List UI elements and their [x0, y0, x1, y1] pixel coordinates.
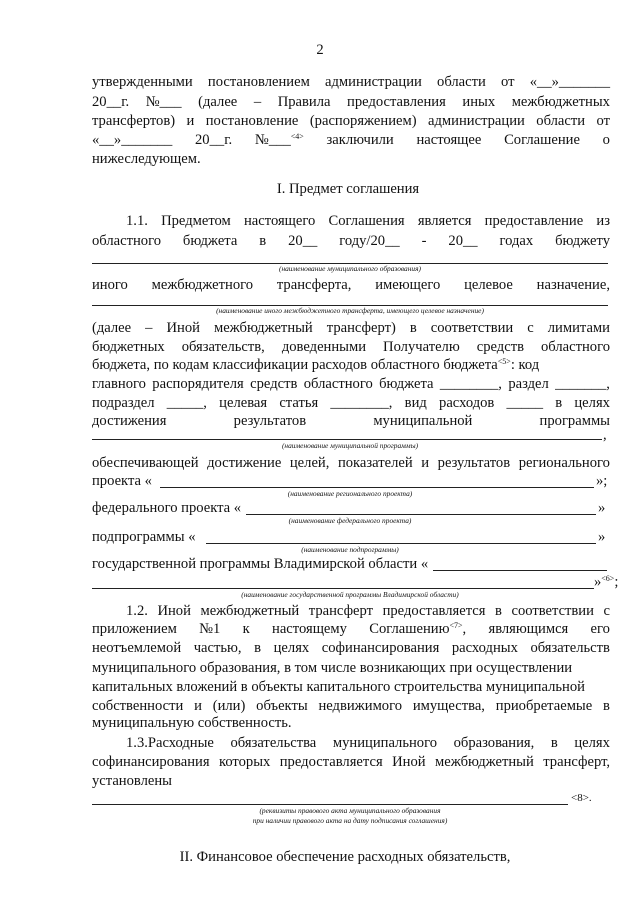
word: области [437, 74, 486, 90]
word: межбюджетного [151, 277, 254, 293]
intro-line-4: «__»_______ 20__г. №___$^{<4>}$ заключили настоящее Соглашение о [92, 132, 610, 148]
word: 20__ [288, 233, 318, 249]
word: (распоряжением) [309, 113, 417, 129]
word: трансферт [308, 603, 374, 619]
word: достижения [92, 413, 167, 429]
word: - [421, 233, 427, 249]
word: межбюджетный [200, 603, 300, 619]
word: показателей [337, 455, 413, 471]
clause-1-3-line-3: установлены [92, 773, 172, 789]
subprogram-label: подпрограммы « [92, 529, 196, 545]
caption-legal-act-1: (реквизиты правового акта муниципального образования [259, 806, 441, 815]
clause-1-1-line-1 [126, 213, 610, 230]
word: областного [541, 339, 610, 355]
caption-state-program: (наименование государственной программы Владимирской области) [241, 590, 459, 599]
quote-end: »$^{<6>}$; [594, 574, 619, 590]
word: году/20__ [339, 233, 400, 249]
blank-line [206, 543, 596, 544]
word: является [417, 213, 472, 229]
word: с [527, 320, 534, 336]
word: межбюджетный [213, 320, 313, 336]
word: целях [273, 640, 310, 656]
word: имеющего [375, 277, 441, 293]
word: Иной [392, 754, 426, 770]
word: межбюджетных [511, 94, 610, 110]
regional-project-label: проекта « [92, 473, 152, 489]
intro-line-1 [92, 74, 610, 91]
word: Предметом [161, 213, 231, 229]
clause-1-1-line-7 [92, 376, 610, 393]
caption-regional-project: (наименование регионального проекта) [287, 489, 413, 498]
word: от [596, 113, 610, 129]
comma: , [603, 427, 607, 443]
word: в [409, 320, 417, 336]
caption-subprogram: (наименование подпрограммы) [301, 545, 399, 554]
word: бюджета [379, 376, 434, 392]
word: целях [574, 735, 610, 751]
word: обязательств, [181, 339, 265, 355]
word: образования, [453, 735, 535, 751]
word: в [495, 603, 502, 619]
word: №___ [145, 94, 182, 110]
word: средств [476, 339, 524, 355]
word: администрации [325, 74, 422, 90]
word: 20__ [448, 233, 478, 249]
word: (далее [92, 320, 132, 336]
word: главного [92, 376, 146, 392]
word: неотъемлемой [92, 640, 182, 656]
blank-line [246, 514, 596, 515]
word: имущества, [412, 698, 485, 714]
date-blank: «__»_______ [92, 132, 173, 148]
state-program-label: государственной программы Владимирской области « [92, 556, 429, 572]
clause-1-2-line-4: муниципального образования, в том числе возникающих при осуществлении [92, 660, 573, 676]
quote-end: »; [596, 473, 608, 489]
word: раздел [508, 376, 549, 392]
word: целей, [289, 455, 330, 471]
word: распорядителя [152, 376, 244, 392]
word: (или) [212, 698, 246, 714]
word: доведенными [281, 339, 367, 355]
footnote-ref-7: <7> [449, 621, 463, 630]
word: областного [303, 376, 373, 392]
word: бюджетных [92, 339, 165, 355]
word: обязательств [530, 640, 610, 656]
word: объекты [256, 698, 308, 714]
clause-1-1-line-11 [92, 455, 610, 472]
word: трансферт) [326, 320, 396, 336]
footnote-ref-4: <4> [290, 132, 304, 141]
caption-municipal-program: (наименование муниципальной программы) [281, 441, 419, 450]
federal-project-label: федерального проекта « [92, 500, 242, 516]
word: результатов [233, 413, 307, 429]
word: трансферт, [543, 754, 610, 770]
blank-line [92, 439, 602, 440]
blank-line [92, 588, 594, 589]
word: иного [92, 277, 128, 293]
word: (далее [198, 94, 238, 110]
clause-1-1-line-8 [92, 395, 610, 412]
word: в [550, 735, 558, 751]
word: трансфертов) [92, 113, 176, 129]
word: и [421, 455, 430, 471]
word: предоставляется [279, 754, 383, 770]
section-1-title: I. Предмет соглашения [276, 181, 420, 197]
word: Иной [166, 320, 200, 336]
word: предоставление [484, 213, 584, 229]
word: средств [250, 376, 298, 392]
word: Иной [157, 603, 191, 619]
word: в [259, 233, 267, 249]
word: из [596, 213, 610, 229]
number-blank: №___$^{<4>}$ [254, 132, 304, 148]
word: _____, [166, 395, 207, 411]
word: и [194, 698, 202, 714]
word: предоставления [347, 94, 446, 110]
word: лимитами [547, 320, 610, 336]
word: Правила [277, 94, 331, 110]
word: областного [92, 233, 161, 249]
word: муниципального [332, 735, 438, 751]
word: – [145, 320, 153, 336]
clause-1-2-line-1 [126, 603, 610, 620]
word: софинансирования [92, 754, 210, 770]
word: с [603, 603, 610, 619]
word: муниципальной [373, 413, 473, 429]
word: в [254, 640, 262, 656]
year-blank: 20__г. [195, 132, 233, 148]
word: 1.1. [126, 213, 148, 229]
footnote-ref-8: <8>. [571, 792, 592, 804]
word: ________, [330, 395, 393, 411]
blank-line [92, 804, 568, 805]
footnote-ref-5: <5> [497, 357, 511, 366]
section-2-title: II. Финансовое обеспечение расходных обязательств, [179, 849, 511, 865]
blank-line [160, 487, 594, 488]
word: и [186, 113, 195, 129]
word: Соглашения [328, 213, 405, 229]
word: 1.2. [126, 603, 148, 619]
word: расходных [451, 640, 518, 656]
word: назначение, [536, 277, 610, 293]
word: от [501, 74, 515, 90]
quote-end: » [598, 500, 606, 516]
clause-1-1-line-9 [92, 413, 610, 430]
word: _____ [506, 395, 544, 411]
word: предоставляется [382, 603, 486, 619]
word: – [253, 94, 262, 110]
clause-1-3-line-1 [126, 735, 610, 752]
word: утвержденными [92, 74, 193, 90]
word: в [555, 395, 563, 411]
clause-1-3-line-2 [92, 754, 610, 771]
clause-1-2-line-6 [92, 698, 610, 715]
word: целях [574, 395, 610, 411]
intro-line-5: нижеследующем. [92, 151, 201, 167]
word: соответствии [430, 320, 514, 336]
word: программы [539, 413, 610, 429]
caption-municipality: (наименование муниципального образования) [278, 264, 422, 273]
word: годах [499, 233, 534, 249]
word: бюджету [555, 233, 610, 249]
word: настоящего [244, 213, 316, 229]
word: постановлением [207, 74, 310, 90]
clause-1-1-line-2 [92, 233, 610, 250]
clause-1-2-line-3 [92, 640, 610, 657]
clause-1-1-line-3 [92, 277, 610, 294]
word: администрации [428, 113, 525, 129]
clause-1-2-line-5: капитальных вложений в объекты капитального строительства муниципальной [92, 679, 585, 695]
word: софинансирования [321, 640, 440, 656]
caption-transfer-name: (наименование иного межбюджетного трансферта, имеющего целевое назначение) [216, 306, 484, 315]
caption-federal-project: (наименование федерального проекта) [288, 516, 412, 525]
word: подраздел [92, 395, 155, 411]
word: расходов [439, 395, 495, 411]
clause-1-1-line-5 [92, 339, 610, 356]
caption-legal-act-2: при наличии правового акта на дату подписания соглашения) [252, 816, 448, 825]
word: обеспечивающей [92, 455, 199, 471]
word: частью, [193, 640, 242, 656]
word: бюджета [182, 233, 238, 249]
word: вид [404, 395, 427, 411]
word: межбюджетный [435, 754, 534, 770]
intro-line-3 [92, 113, 610, 130]
word: соответствии [511, 603, 594, 619]
word: приобретаемые [495, 698, 593, 714]
page-number: 2 [316, 42, 324, 58]
quote-end: » [598, 529, 606, 545]
word: в [603, 698, 610, 714]
word: достижение [207, 455, 282, 471]
word: собственности [92, 698, 184, 714]
word: иных [462, 94, 496, 110]
word: постановление [205, 113, 299, 129]
footnote-ref-6: <6> [601, 574, 615, 583]
word: целевое [464, 277, 513, 293]
word: трансферта, [276, 277, 352, 293]
word: 20__г. [92, 94, 130, 110]
word: статья [279, 395, 319, 411]
word: области [536, 113, 586, 129]
word: целевая [219, 395, 268, 411]
word: результатов [437, 455, 511, 471]
clause-1-1-line-6: бюджета, по кодам классификации расходов областного бюджета$^{<5>}$: код [92, 357, 540, 373]
word: обязательства [230, 735, 317, 751]
word: которых [218, 754, 271, 770]
intro-line-2 [92, 94, 610, 111]
word: 1.3.Расходные [126, 735, 214, 751]
word: регионального [518, 455, 610, 471]
clause-1-2-line-7: муниципальную собственность. [92, 715, 292, 731]
blank-line [433, 570, 607, 571]
word: недвижимого [318, 698, 403, 714]
word: «__»_______ [529, 74, 610, 90]
clause-1-1-line-4 [92, 320, 610, 337]
clause-1-2-line-2: приложением №1 к настоящему Соглашению$^{<7>}$, являющимся его [92, 621, 610, 637]
word: ________, [439, 376, 502, 392]
word: Получателю [383, 339, 460, 355]
word: _______, [555, 376, 610, 392]
